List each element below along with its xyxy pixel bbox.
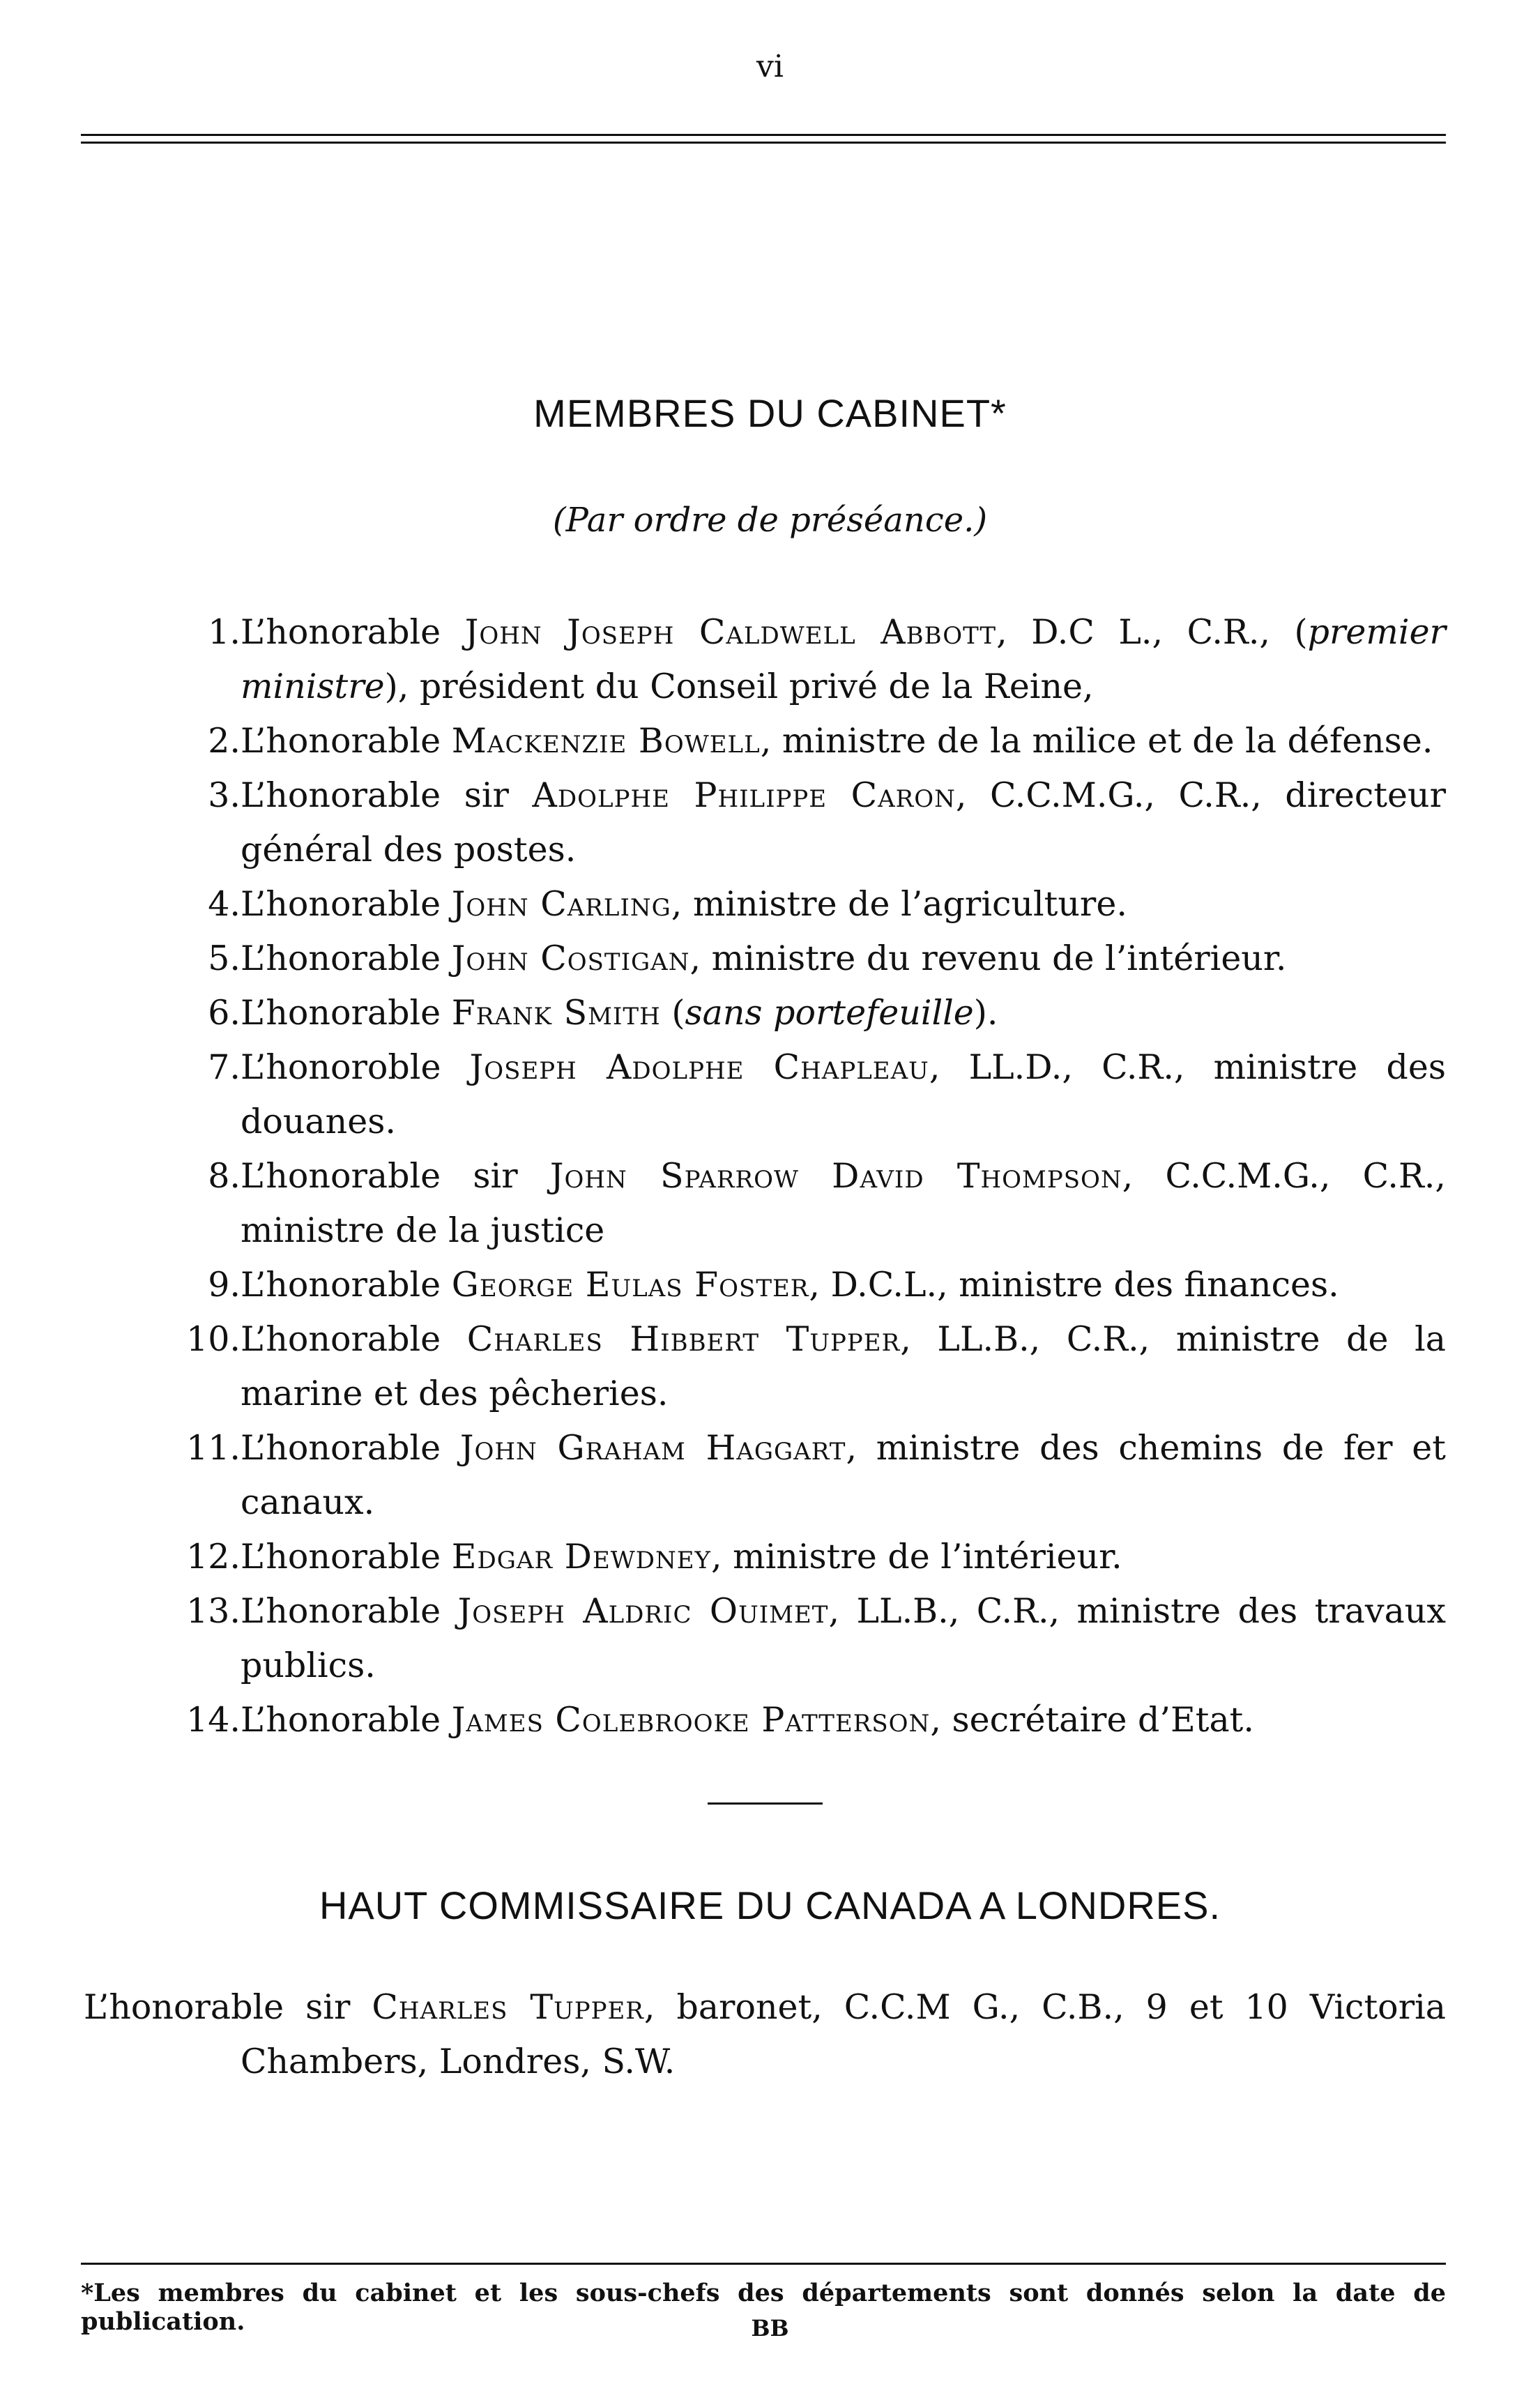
- entry-number: 3.: [208, 775, 241, 815]
- entry-prefix: L’honorable sir: [241, 775, 533, 815]
- member-name: George Eulas Foster: [451, 1265, 809, 1305]
- cabinet-member-entry: [0, 1258, 1540, 1312]
- cabinet-member-entry: [0, 1312, 1540, 1421]
- entry-number: 6.: [208, 993, 241, 1033]
- entry-prefix: L’honorable: [241, 1265, 452, 1305]
- cabinet-member-entry: [0, 714, 1540, 768]
- entry-tail: ), président du Conseil privé de la Reine,: [384, 667, 1094, 706]
- entry-details: , C.C.M.G., C.R., ministre de la justice: [241, 1156, 1447, 1250]
- cabinet-member-entry: [0, 605, 1540, 714]
- cabinet-member-entry: [0, 1584, 1540, 1693]
- entry-number: 5.: [208, 939, 241, 978]
- entry-details: , LL.B., C.R., ministre des travaux publics.: [241, 1591, 1446, 1685]
- entry-prefix: L’honorable: [241, 721, 452, 761]
- entry-number: 7.: [208, 1047, 241, 1087]
- cabinet-member-entry: [0, 877, 1540, 932]
- entry-number: 14.: [186, 1700, 241, 1740]
- entry-prefix: L’honorable: [241, 939, 452, 978]
- entry-details: , LL.B., C.R., ministre de la marine et des pêcheries.: [241, 1319, 1447, 1413]
- entry-italic-note: sans portefeuille: [685, 993, 974, 1033]
- member-name: Joseph Adolphe Chapleau: [469, 1047, 929, 1087]
- entry-prefix: L’honorable: [241, 1319, 467, 1359]
- member-name: Joseph Aldric Ouimet: [457, 1591, 829, 1631]
- entry-number: 13.: [186, 1591, 241, 1631]
- cabinet-member-entry: [0, 768, 1540, 877]
- entry-tail: ).: [973, 993, 998, 1033]
- entry-details: , secrétaire d’Etat.: [930, 1700, 1254, 1740]
- entry-prefix: L’honorable: [241, 884, 452, 924]
- commissioner-entry: [0, 1980, 1540, 2089]
- entry-italic-note: premier ministre: [241, 612, 1446, 706]
- cabinet-member-entry: [0, 1530, 1540, 1584]
- commissioner-details: , baronet, C.C.M G., C.B., 9 et 10 Victoria Chambers, Londres, S.W.: [241, 1987, 1446, 2081]
- entry-details: , ministre de l’intérieur.: [710, 1537, 1122, 1577]
- member-name: John Sparrow David Thompson: [549, 1156, 1122, 1196]
- entry-details: , ministre de l’agriculture.: [671, 884, 1127, 924]
- entry-number: 9.: [208, 1265, 241, 1305]
- member-name: John Joseph Caldwell Abbott: [464, 612, 997, 652]
- cabinet-member-entry: [0, 986, 1540, 1040]
- entry-number: 8.: [208, 1156, 241, 1196]
- member-name: John Graham Haggart: [459, 1428, 846, 1468]
- member-name: John Costigan: [451, 939, 690, 978]
- member-name: Edgar Dewdney: [451, 1537, 711, 1577]
- entry-number: 12.: [186, 1537, 241, 1577]
- commissioner-name: Charles Tupper: [372, 1987, 644, 2027]
- footnote: *Les membres du cabinet et les sous-chefs des départements sont donnés selon la date de publication.: [81, 2279, 1446, 2336]
- cabinet-member-entry: [0, 932, 1540, 986]
- entry-number: 4.: [208, 884, 241, 924]
- commissioner-title: HAUT COMMISSAIRE DU CANADA A LONDRES.: [319, 1883, 1221, 1927]
- entry-details: , C.C.M.G., C.R., directeur général des postes.: [241, 775, 1446, 870]
- footnote-rule: [81, 2263, 1446, 2265]
- cabinet-title: MEMBRES DU CABINET*: [533, 391, 1007, 435]
- entry-prefix: L’honoroble: [241, 1047, 470, 1087]
- entry-details: , ministre de la milice et de la défense.: [760, 721, 1433, 761]
- cabinet-member-entry: [0, 1149, 1540, 1258]
- entry-number: 10.: [186, 1319, 241, 1359]
- member-name: Frank Smith: [451, 993, 661, 1033]
- entry-details: , LL.D., C.R., ministre des douanes.: [241, 1047, 1446, 1141]
- entry-prefix: L’honorable sir: [241, 1156, 550, 1196]
- entry-number: 1.: [208, 612, 241, 652]
- entry-number: 11.: [186, 1428, 241, 1468]
- commissioner-prefix: L’honorable sir: [84, 1987, 372, 2027]
- entry-details: , ministre du revenu de l’intérieur.: [689, 939, 1287, 978]
- member-name: John Carling: [451, 884, 671, 924]
- member-name: Mackenzie Bowell: [451, 721, 761, 761]
- cabinet-member-entry: [0, 1693, 1540, 1747]
- member-name: James Colebrooke Patterson: [451, 1700, 931, 1740]
- entry-prefix: L’honorable: [241, 1700, 452, 1740]
- entry-prefix: L’honorable: [241, 993, 452, 1033]
- cabinet-subtitle: (Par ordre de préséance.): [552, 501, 988, 540]
- entry-details: , ministre des chemins de fer et canaux.: [241, 1428, 1446, 1522]
- cabinet-members-list: [0, 605, 1540, 1747]
- entry-details: (: [660, 993, 685, 1033]
- entry-prefix: L’honorable: [241, 1428, 460, 1468]
- entry-prefix: L’honorable: [241, 1537, 452, 1577]
- printer-signature: BB: [751, 2315, 789, 2341]
- entry-prefix: L’honorable: [241, 1591, 458, 1631]
- cabinet-member-entry: [0, 1421, 1540, 1530]
- entry-prefix: L’honorable: [241, 612, 465, 652]
- header-double-rule: [81, 134, 1446, 144]
- entry-details: , D.C.L., ministre des finances.: [809, 1265, 1339, 1305]
- entry-number: 2.: [208, 721, 241, 761]
- cabinet-member-entry: [0, 1040, 1540, 1149]
- member-name: Charles Hibbert Tupper: [466, 1319, 901, 1359]
- member-name: Adolphe Philippe Caron: [532, 775, 956, 815]
- page-number: vi: [756, 49, 784, 84]
- section-divider: [708, 1802, 823, 1805]
- entry-details: , D.C L., C.R., (: [996, 612, 1308, 652]
